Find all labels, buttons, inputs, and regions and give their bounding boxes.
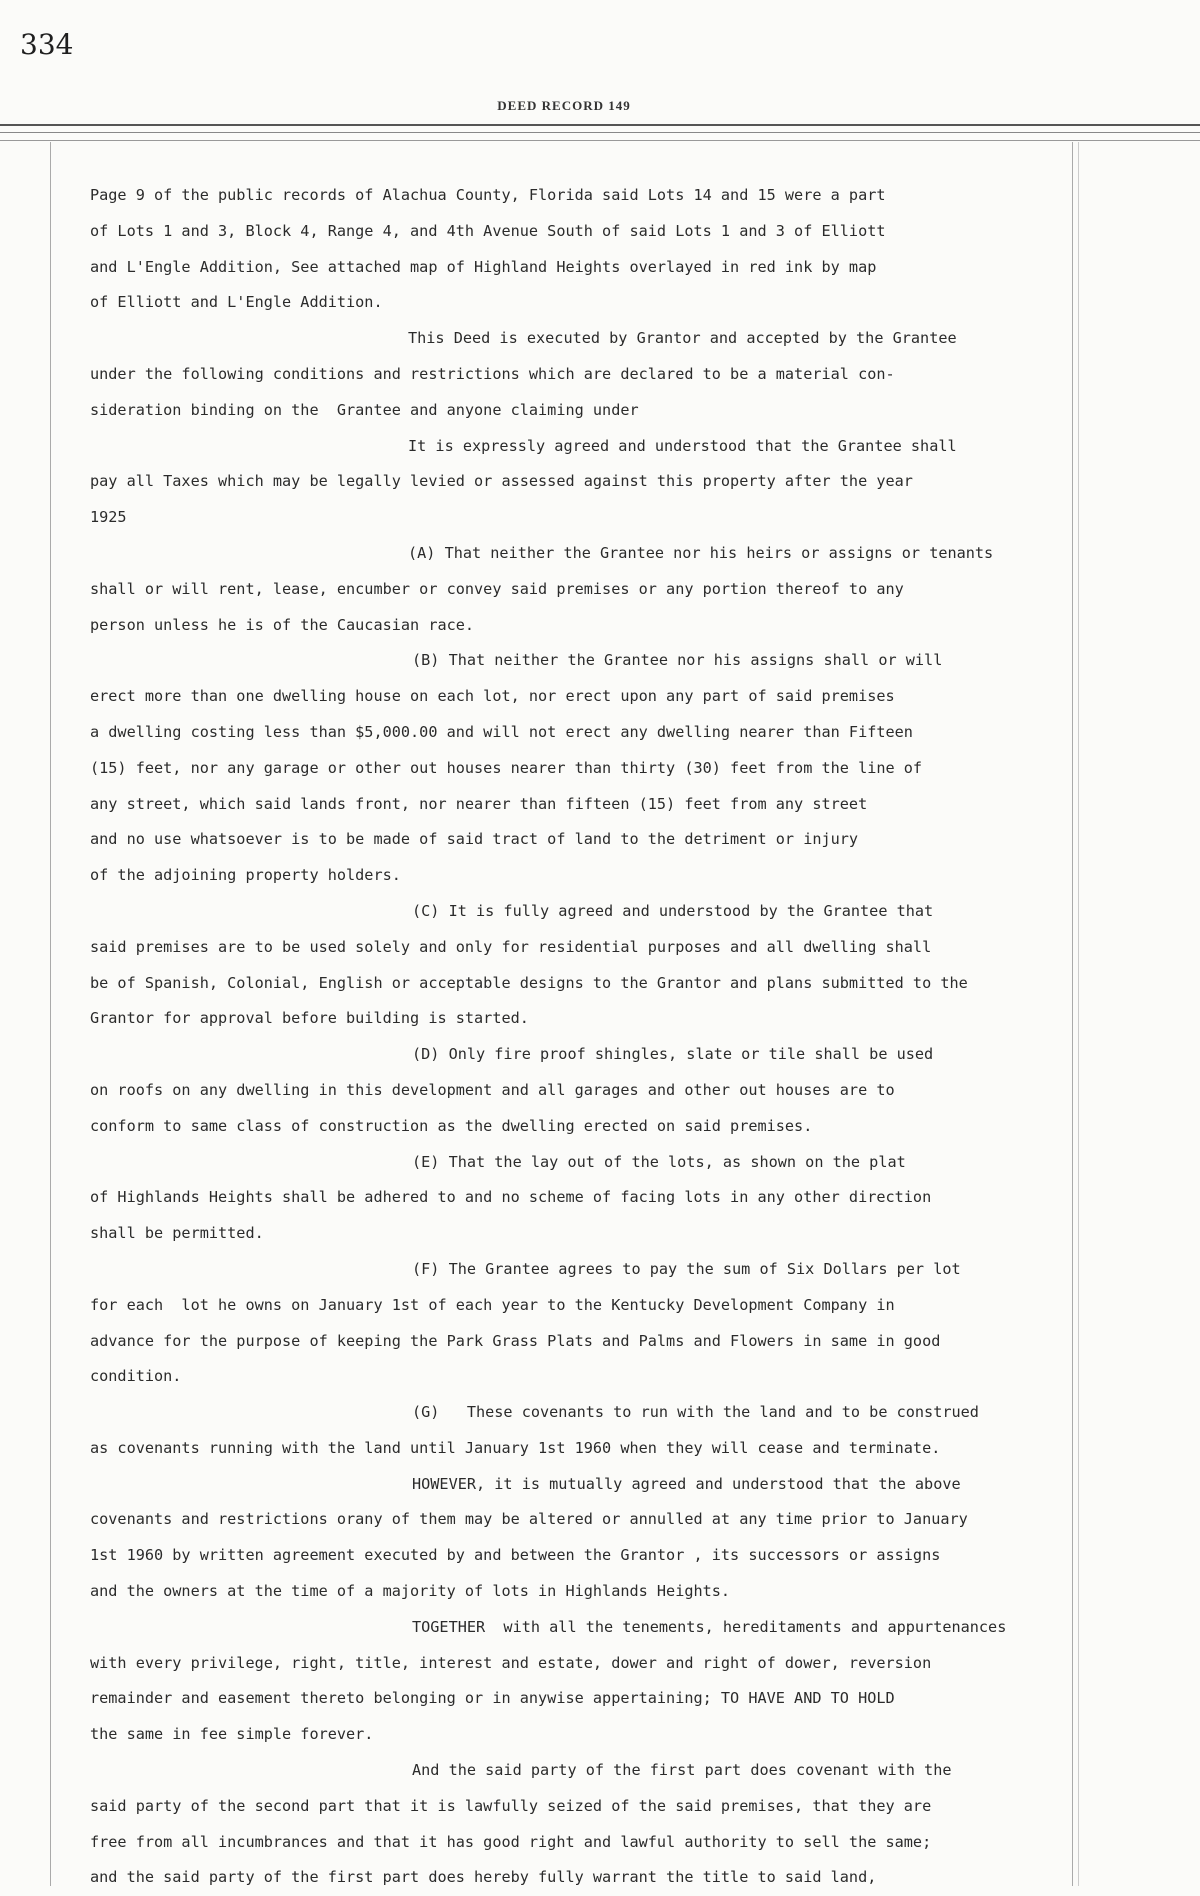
clause-c: (C) It is fully agreed and understood by the Grantee that [412,901,934,920]
text-line: This Deed is executed by Grantor and accepted by the Grantee [408,329,957,348]
text-line: on roofs on any dwelling in this development and all garages and other out houses are to [90,1080,895,1099]
header-rule-secondary [0,132,1200,133]
text-line: for each lot he owns on January 1st of each year to the Kentucky Development Company in [90,1295,895,1314]
text-line: of Lots 1 and 3, Block 4, Range 4, and 4th Avenue South of said Lots 1 and 3 of Elliott [90,221,886,240]
text-line: sideration binding on the Grantee and anyone claiming under [90,400,639,419]
text-line: as covenants running with the land until January 1st 1960 when they will cease and terminate. [90,1438,941,1457]
text-line: and no use whatsoever is to be made of said tract of land to the detriment or injury [90,830,859,849]
text-line: condition. [90,1367,182,1386]
clause-f: (F) The Grantee agrees to pay the sum of Six Dollars per lot [412,1259,961,1278]
text-line: shall be permitted. [90,1224,264,1243]
text-line: and the said party of the first part does hereby fully warrant the title to said land, [90,1868,877,1887]
text-line: shall or will rent, lease, encumber or convey said premises or any portion thereof to any [90,579,904,598]
text-line: with every privilege, right, title, interest and estate, dower and right of dower, reversion [90,1653,932,1672]
text-line: advance for the purpose of keeping the Park Grass Plats and Palms and Flowers in same in good [90,1331,941,1350]
text-line: and L'Engle Addition, See attached map of Highland Heights overlayed in red ink by map [90,257,877,276]
clause-g: (G) These covenants to run with the land and to be construed [412,1403,979,1422]
text-line: of Elliott and L'Engle Addition. [90,293,383,312]
text-line: the same in fee simple forever. [90,1725,374,1744]
text-line: erect more than one dwelling house on each lot, nor erect upon any part of said premises [90,687,895,706]
text-line: said premises are to be used solely and only for residential purposes and all dwelling shall [90,937,932,956]
text-line: said party of the second part that it is lawfully seized of the said premises, that they are [90,1796,932,1815]
text-line: Grantor for approval before building is started. [90,1009,529,1028]
text-line: a dwelling costing less than $5,000.00 and will not erect any dwelling nearer than Fifteen [90,722,913,741]
header-rule [0,124,1200,126]
text-line: remainder and easement thereto belonging or in anywise appertaining; TO HAVE AND TO HOLD [90,1689,895,1708]
text-line: free from all incumbrances and that it has good right and lawful authority to sell the same; [90,1832,932,1851]
clause-b: (B) That neither the Grantee nor his assigns shall or will [412,651,943,670]
text-line: covenants and restrictions orany of them may be altered or annulled at any time prior to January [90,1510,968,1529]
deed-record-title: DEED RECORD 149 [497,98,631,113]
text-line: 1925 [90,508,127,527]
deed-body [90,178,1150,1896]
text-line: any street, which said lands front, nor nearer than fifteen (15) feet from any street [90,794,868,813]
left-margin-rule [50,142,51,1886]
text-line: of the adjoining property holders. [90,866,401,885]
text-line: under the following conditions and restrictions which are declared to be a material con- [90,364,895,383]
text-line: and the owners at the time of a majority of lots in Highlands Heights. [90,1582,731,1601]
page-number: 334 [20,28,74,61]
text-line: It is expressly agreed and understood that the Grantee shall [408,436,957,455]
text-line: 1st 1960 by written agreement executed by and between the Grantor , its successors or assigns [90,1546,941,1565]
text-line: be of Spanish, Colonial, English or acceptable designs to the Grantor and plans submitted to the [90,973,968,992]
text-line: (15) feet, nor any garage or other out houses nearer than thirty (30) feet from the line of [90,758,923,777]
text-line: of Highlands Heights shall be adhered to and no scheme of facing lots in any other direction [90,1188,932,1207]
clause-e: (E) That the lay out of the lots, as shown on the plat [412,1152,906,1171]
clause-a: (A) That neither the Grantee nor his heirs or assigns or tenants [408,543,994,562]
clause-d: (D) Only fire proof shingles, slate or tile shall be used [412,1045,934,1064]
text-line: person unless he is of the Caucasian race. [90,615,475,634]
text-line: TOGETHER with all the tenements, hereditaments and appurtenances [412,1617,1007,1636]
text-line: HOWEVER, it is mutually agreed and understood that the above [412,1474,961,1493]
text-line: Page 9 of the public records of Alachua County, Florida said Lots 14 and 15 were a part [90,186,886,204]
text-line: conform to same class of construction as the dwelling erected on said premises. [90,1116,813,1135]
header-rule-tertiary [0,140,1200,141]
text-line: pay all Taxes which may be legally levied or assessed against this property after the year [90,472,913,491]
text-line: And the said party of the first part does covenant with the [412,1761,952,1780]
